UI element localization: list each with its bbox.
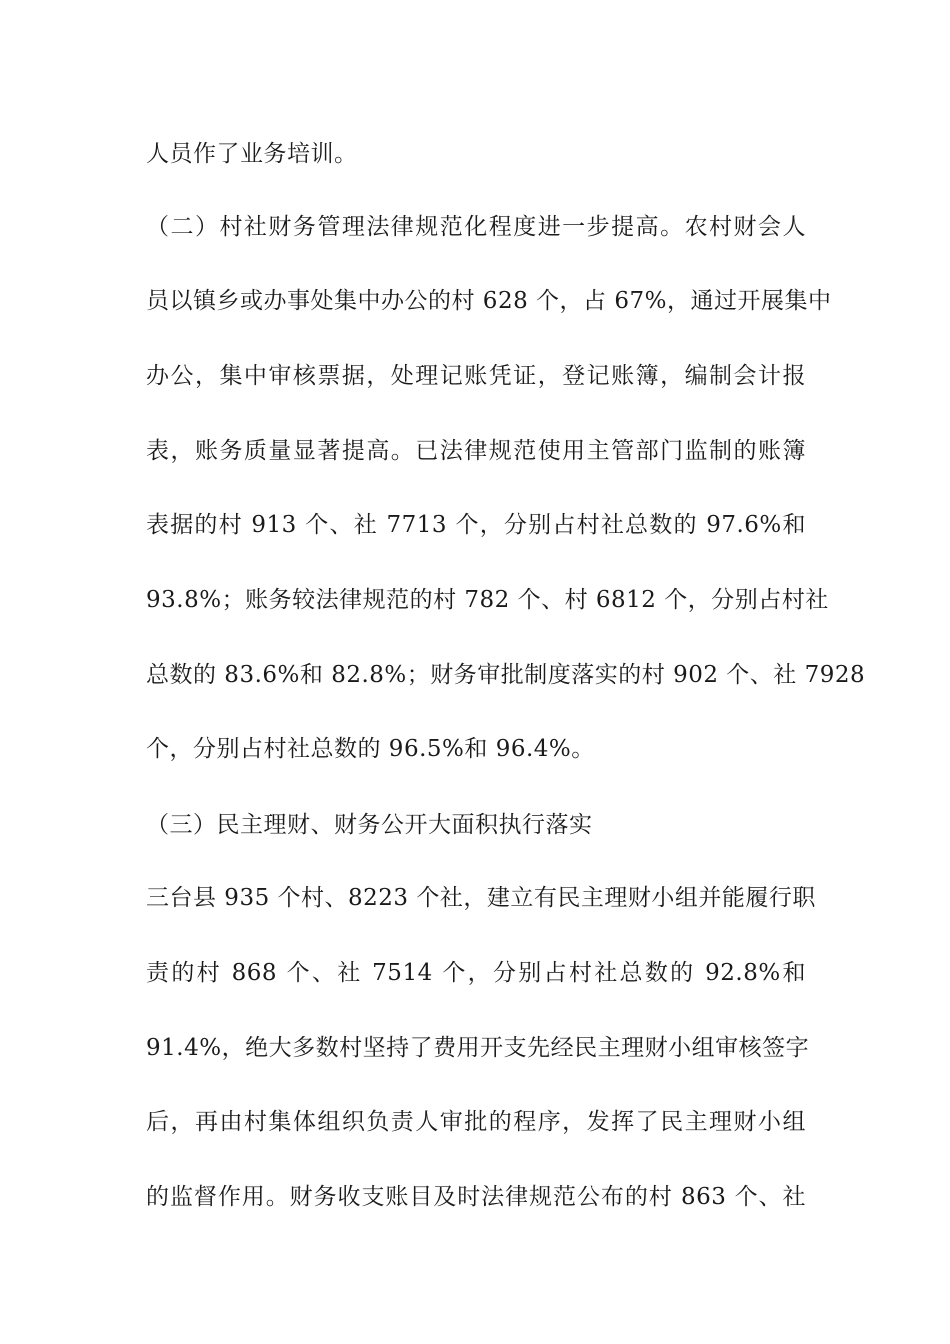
paragraph-line: 办公，集中审核票据，处理记账凭证，登记账簿，编制会计报 [146,363,806,389]
paragraph-line: 总数的 83.6%和 82.8%；财务审批制度落实的村 902 个、社 7928 [146,662,866,688]
paragraph-line: 表，账务质量显著提高。已法律规范使用主管部门监制的账簿 [146,438,806,464]
paragraph-line: 后，再由村集体组织负责人审批的程序，发挥了民主理财小组 [146,1109,806,1135]
paragraph-line: 员以镇乡或办事处集中办公的村 628 个，占 67%，通过开展集中 [146,288,832,314]
section-heading-2: （二）村社财务管理法律规范化程度进一步提高。农村财会人 [146,214,806,240]
paragraph-line: 的监督作用。财务收支账目及时法律规范公布的村 863 个、社 [146,1184,806,1210]
paragraph-line: 表据的村 913 个、社 7713 个，分别占村社总数的 97.6%和 [146,512,806,538]
paragraph-line: 93.8%；账务较法律规范的村 782 个、村 6812 个，分别占村社 [146,587,829,613]
paragraph-line: 责的村 868 个、社 7514 个，分别占村社总数的 92.8%和 [146,960,806,986]
paragraph-line: 个，分别占村社总数的 96.5%和 96.4%。 [146,736,595,762]
paragraph-line: 91.4%，绝大多数村坚持了费用开支先经民主理财小组审核签字 [146,1035,810,1061]
paragraph-line: 三台县 935 个村、8223 个社，建立有民主理财小组并能履行职 [146,885,816,911]
section-heading-3: （三）民主理财、财务公开大面积执行落实 [146,812,593,838]
paragraph-line: 人员作了业务培训。 [146,141,358,167]
